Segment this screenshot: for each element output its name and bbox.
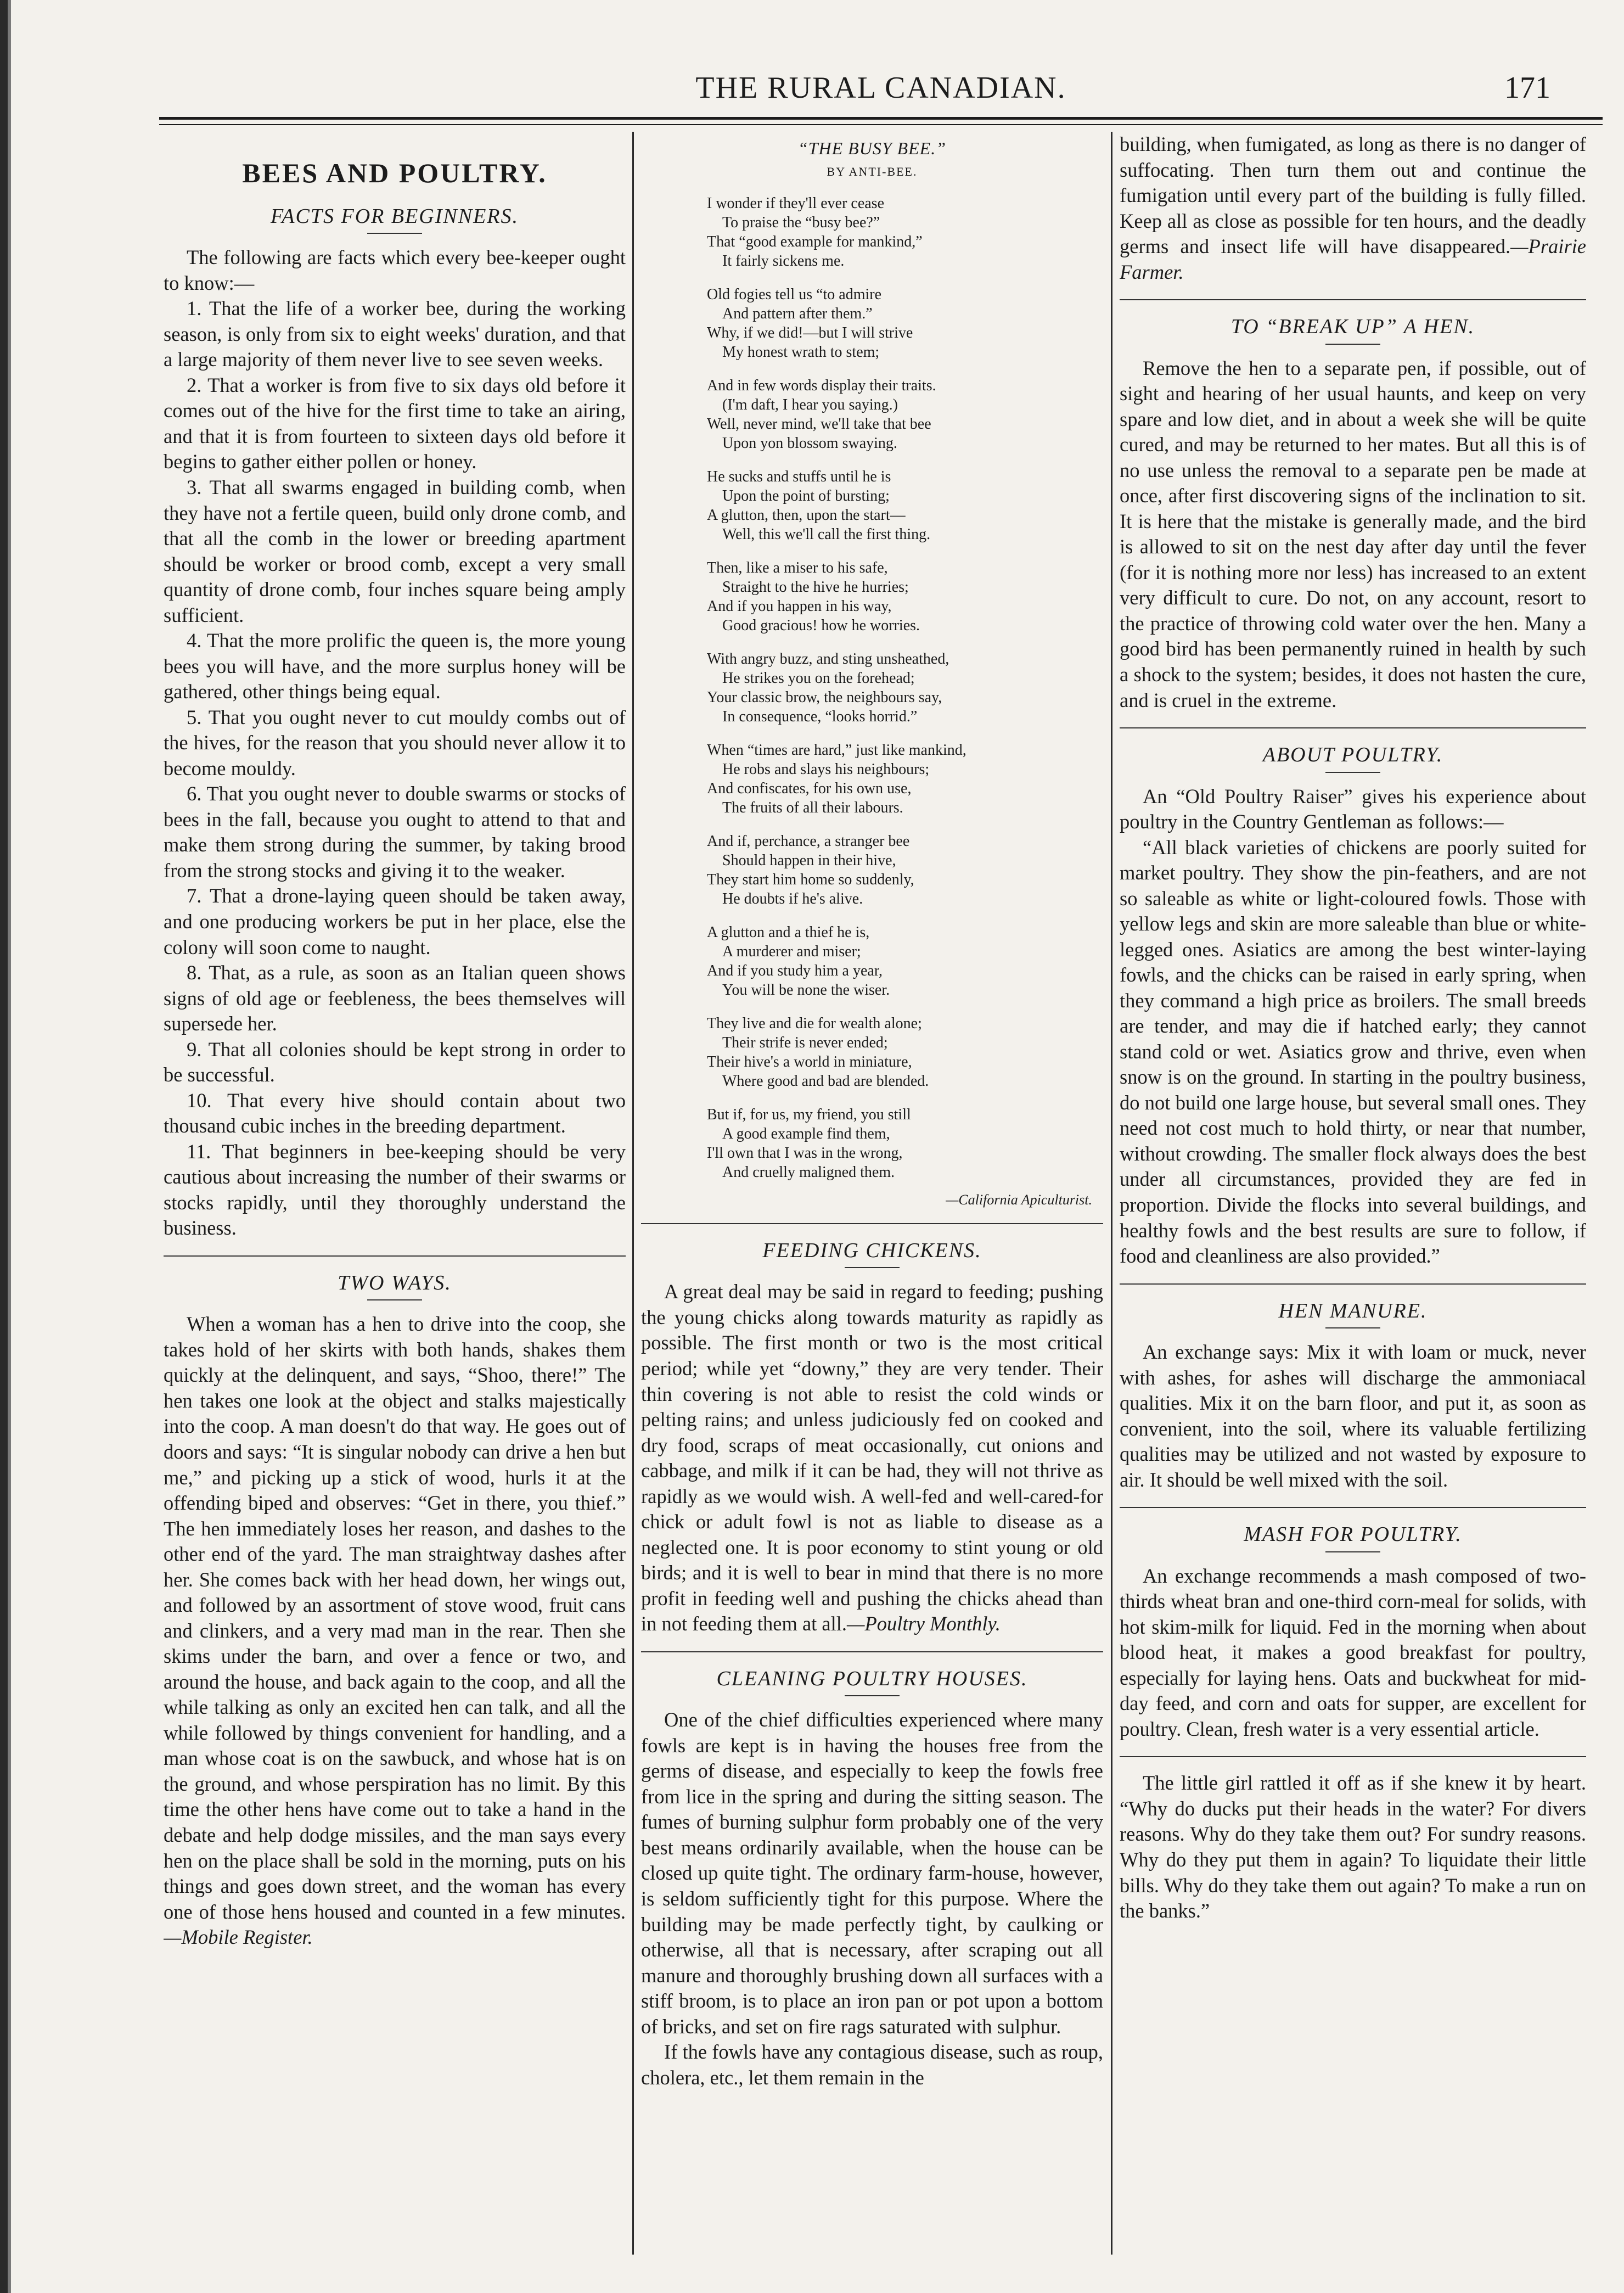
poem-line: I'll own that I was in the wrong, [707, 1144, 903, 1162]
poem-line: A glutton and a thief he is, [707, 923, 870, 941]
article-heading: TWO WAYS. [338, 1271, 452, 1294]
poem-line: He sucks and stuffs until he is [707, 468, 891, 485]
poem-line: And if you happen in his way, [707, 597, 892, 615]
poem-line: Upon the point of bursting; [722, 487, 890, 504]
poem-line: A glutton, then, upon the start— [707, 506, 906, 524]
poem-line: The fruits of all their labours. [722, 799, 903, 816]
masthead-title: THE RURAL CANADIAN. [695, 71, 1066, 105]
poem-stanza [707, 832, 1103, 909]
column-divider [1111, 132, 1112, 2255]
article-body: A great deal may be said in regard to feeding; pushing the young chicks along towards maturity as rapidly as possible. The first month or two is the most critical period; while yet “downy,” they are very tender. Their thin covering is not able to resist the cold winds or pelting rains; and unless judiciously fed on cooked and dry food, scraps of meat occasionally, cut onions and cabbage, and milk if it can be had, they will not thrive as rapidly as we would wish. A well-fed and well-cared-for chick or adult fowl is not as liable to disease as a neglected one. It is poor economy to stint young or old birds; and it is well to bear in mind that there is no more profit in feeding well and pushing the chicks ahead than in not feeding them at all.—Poultry Monthly. [641, 1280, 1103, 1635]
poem-line: To praise the “busy bee?” [722, 214, 880, 231]
poem-line: He robs and slays his neighbours; [722, 760, 930, 778]
article-heading: FACTS FOR BEGINNERS. [270, 204, 519, 228]
poem-line: When “times are hard,” just like mankind, [707, 741, 966, 759]
poem-line: And if you study him a year, [707, 962, 883, 979]
column-1 [164, 132, 626, 2260]
poem-line: And if, perchance, a stranger bee [707, 832, 910, 850]
divider [164, 1255, 626, 1257]
source-credit: —Mobile Register. [164, 1926, 313, 1949]
poem-line: Where good and bad are blended. [722, 1072, 929, 1090]
article-body: If the fowls have any contagious disease, such as roup, cholera, etc., let them remain in the [641, 2040, 1103, 2089]
divider [1325, 772, 1380, 773]
fact-item: 7. That a drone-laying queen should be taken away, and one producing workers be put in her place, else the colony will soon come to naught. [164, 884, 626, 958]
fact-item: 6. That you ought never to double swarms or stocks of bees in the fall, because you ought to attend to that and make them strong during the summer, by taking brood from the strong stocks and giving it to the weaker. [164, 782, 626, 882]
poem-line: Well, never mind, we'll take that bee [707, 415, 931, 433]
fact-item: 3. That all swarms engaged in building comb, when they have not a fertile queen, build only drone comb, and that all the comb in the lower or breeding apartment should be worker or brood comb, except a very small quantity of drone comb, four inches square being amply sufficient. [164, 475, 626, 626]
facts-list [164, 296, 626, 1241]
poem-line: Then, like a miser to his safe, [707, 559, 888, 576]
poem-stanza [707, 1014, 1103, 1091]
poem-line: Why, if we did!—but I will strive [707, 324, 913, 341]
divider [641, 1223, 1103, 1224]
source-credit: —Prairie Farmer. [1120, 235, 1586, 283]
poem-stanza [707, 194, 1103, 271]
article-quote: “All black varieties of chickens are poorly suited for market poultry. They show the pin-feathers, and are not so saleable as white or light-coloured fowls. Those with yellow legs and skin are more saleable than blue or white-legged ones. Asiatics are among the best winter-laying fowls, and the chicks can be raised in early spring, when they command a high price as broilers. The small breeds are tender, and may die if hatched early; they cannot stand cold or wet. Asiatics grow and thrive, even when snow is on the ground. In starting in the poultry business, do not build one large house, but several small ones. They need not cost much to hold thirty, or near that number, without crowding. The smaller flock always does the best under all circumstances, provided they are fed in proportion. Divide the flocks into several buildings, and healthy fowls and the best results are sure to follow, if food and cleanliness are also provided.” [1120, 836, 1586, 1268]
poem-line: Old fogies tell us “to admire [707, 285, 882, 303]
page-header [159, 70, 1603, 110]
article-body: An exchange says: Mix it with loam or muck, never with ashes, for ashes will discharge the ammoniacal qualities. Mix it on the barn floor, and put it, as soon as convenient, into the soil, where its valuable fertilizing qualities may be utilized and not wasted by exposure to air. It should be well mixed with the soil. [1120, 1341, 1586, 1491]
divider [1120, 727, 1586, 728]
poem-line: I wonder if they'll ever cease [707, 194, 884, 212]
poem-line: That “good example for mankind,” [707, 233, 923, 250]
article-body: The little girl rattled it off as if she knew it by heart. “Why do ducks put their heads in the water? For divers reasons. Why do they take them out? For sundry reasons. Why do they put them in again? To liquidate their little bills. Why do they take them out again? To make a run on the banks.” [1120, 1771, 1586, 1922]
column-3 [1120, 132, 1586, 2260]
poem-title: “THE BUSY BEE.” [797, 138, 947, 158]
article-heading: HEN MANURE. [1278, 1299, 1428, 1322]
poem-line: Your classic brow, the neighbours say, [707, 688, 942, 706]
article-body: One of the chief difficulties experienced where many fowls are kept is in having the houses free from the germs of disease, and especially to keep the fowls free from lice in the spring and during the sitting season. The fumes of burning sulphur form probably one of the very best means ordinarily available, when the house can be closed up quite tight. The ordinary farm-house, however, is seldom sufficiently tight for this purpose. Where the building may be made perfectly tight, by caulking or otherwise, all that is necessary, after scraping out all manure and thoroughly brushing down all surfaces with a stiff broom, is to place an iron pan or pot upon a bottom of bricks, and set on fire rags saturated with sulphur. [641, 1708, 1103, 2038]
poem-line: With angry buzz, and sting unsheathed, [707, 650, 949, 668]
article-body: An exchange recommends a mash composed of two-thirds wheat bran and one-third corn-meal for solids, with hot skim-milk for liquid. Fed in the morning when about blood heat, it makes a good breakfast for poultry, especially for laying hens. Oats and buckwheat for mid-day feed, and corn and oats for supper, are excellent for poultry. Clean, fresh water is a very essential article. [1120, 1564, 1586, 1740]
fact-item: 2. That a worker is from five to six days old before it comes out of the hive for the first time to take an airing, and that it is from fourteen to sixteen days old before it begins to gather either pollen or honey. [164, 373, 626, 473]
divider [1120, 1507, 1586, 1508]
poem-line: A murderer and miser; [722, 943, 861, 960]
source-credit: —California Apiculturist. [946, 1191, 1092, 1208]
section-heading: BEES AND POULTRY. [242, 158, 547, 188]
divider [845, 1267, 900, 1268]
article-heading: MASH FOR POULTRY. [1244, 1523, 1462, 1546]
poem-line: They start him home so suddenly, [707, 871, 914, 888]
article-body: When a woman has a hen to drive into the coop, she takes hold of her skirts with both hands, shakes them quickly at the delinquent, and says, “Shoo, there!” The hen takes one look at the object and stalks majestically into the coop. A man doesn't do that way. He goes out of doors and says: “It is singular nobody can drive a hen but me,” and picking up a stick of wood, hurls it at the offending biped and observes: “Get in there, you thief.” The hen immediately loses her reason, and dashes to the other end of the yard. The man straightway dashes after her. She comes back with her head down, her wings out, and followed by an assortment of stove wood, fruit cans and clinkers, and a very mad man in the rear. Then she skims under the barn, and over a fence or two, and around the house, and back again to the coop, and all the while talking as only an excited hen can talk, and all the while followed by things convenient for handling, and a man whose coat is on the sawbuck, and whose hat is on the ground, and whose perspiration has no limit. By this time the other hens have come out to take a hand in the debate and help dodge missiles, and the man says every hen on the place shall be sold in the morning, puts on his things and goes down street, and the woman has every one of those hens housed and counted in a few minutes.—Mobile Register. [164, 1313, 626, 1949]
divider [367, 1299, 422, 1300]
article-heading: CLEANING POULTRY HOUSES. [716, 1667, 1028, 1690]
poem-line: And in few words display their traits. [707, 377, 936, 394]
poem-line: Good gracious! how he worries. [722, 616, 920, 634]
poem-line: Their hive's a world in miniature, [707, 1053, 912, 1070]
divider [1325, 344, 1380, 345]
poem-stanza [707, 1105, 1103, 1182]
poem-line: A good example find them, [722, 1125, 890, 1142]
poem-author: BY ANTI-BEE. [827, 164, 918, 178]
binding-edge [0, 0, 18, 2293]
poem-line: (I'm daft, I hear you saying.) [722, 396, 898, 413]
article-body: Remove the hen to a separate pen, if possible, out of sight and hearing of her usual haunts, and keep on very spare and low diet, and in about a week she will be quite cured, and may be returned to her mates. But all this is of no use unless the removal to a separate pen be made at once, after first discovering signs of the inclination to sit. It is here that the mistake is generally made, and the bird is allowed to sit on the nest day after day until the fever (for it is nothing more nor less) has increased to an extent very difficult to cure. Do not, on any account, resort to the practice of throwing cold water over the hen. Many a good bird has been permanently ruined in health by such a shock to the system; besides, it does not hasten the cure, and is cruel in the extreme. [1120, 356, 1586, 711]
fact-item: 5. That you ought never to cut mouldy combs out of the hives, for the reason that you should never allow it to become mouldy. [164, 705, 626, 780]
poem-line: Well, this we'll call the first thing. [722, 525, 931, 543]
poem-line: Straight to the hive he hurries; [722, 578, 909, 596]
poem-stanza [707, 285, 1103, 362]
fact-item: 8. That, as a rule, as soon as an Italian queen shows signs of old age or feebleness, the bees themselves will supersede her. [164, 961, 626, 1035]
poem-line: Upon yon blossom swaying. [722, 434, 897, 452]
divider [1325, 1327, 1380, 1328]
poem-body [641, 194, 1103, 1182]
poem-line: Their strife is never ended; [722, 1034, 888, 1051]
divider [1120, 1283, 1586, 1285]
poem-stanza [707, 741, 1103, 817]
article-intro: An “Old Poultry Raiser” gives his experience about poultry in the Country Gentleman as follows:— [1120, 784, 1586, 833]
article-intro: The following are facts which every bee-keeper ought to know:— [164, 246, 626, 294]
poem-line: It fairly sickens me. [722, 252, 845, 270]
divider [367, 233, 422, 234]
poem-line: Should happen in their hive, [722, 851, 896, 869]
poem-line: And cruelly maligned them. [722, 1163, 895, 1181]
fact-item: 1. That the life of a worker bee, during the working season, is only from six to eight weeks' duration, and that a large majority of them never live to see seven weeks. [164, 297, 626, 371]
divider [1120, 1756, 1586, 1757]
fact-item: 9. That all colonies should be kept strong in order to be successful. [164, 1038, 626, 1086]
poem-stanza [707, 376, 1103, 453]
article-heading: TO “BREAK UP” A HEN. [1230, 315, 1475, 339]
divider [641, 1651, 1103, 1652]
poem-line: He doubts if he's alive. [722, 890, 863, 907]
poem-line: They live and die for wealth alone; [707, 1014, 922, 1032]
poem-stanza [707, 649, 1103, 726]
poem-line: In consequence, “looks horrid.” [722, 708, 918, 725]
poem-line: And confiscates, for his own use, [707, 780, 912, 797]
source-credit: —Poultry Monthly. [847, 1612, 1001, 1635]
column-divider [632, 132, 634, 2255]
poem-line: But if, for us, my friend, you still [707, 1106, 911, 1123]
article-continuation: building, when fumigated, as long as there is no danger of suffocating. Then turn them out and continue the fumigation until every part of the building is fully filled. Keep all as close as possible for ten hours, and the deadly germs and insect life will have disappeared.—Prairie Farmer. [1120, 133, 1586, 283]
poem-stanza [707, 923, 1103, 1000]
divider [845, 1695, 900, 1696]
poem-line: And pattern after them.” [722, 305, 873, 322]
fact-item: 11. That beginners in bee-keeping should be very cautious about increasing the number of their swarms or stocks rapidly, until they thoroughly understand the business. [164, 1140, 626, 1240]
poem-stanza [707, 467, 1103, 544]
divider [1120, 299, 1586, 300]
poem-line: My honest wrath to stem; [722, 343, 880, 361]
fact-item: 10. That every hive should contain about two thousand cubic inches in the breeding department. [164, 1089, 626, 1137]
header-rule [159, 117, 1603, 125]
poem-line: You will be none the wiser. [722, 981, 890, 999]
divider [1325, 1551, 1380, 1552]
poem-stanza [707, 558, 1103, 635]
page-number: 171 [1504, 71, 1550, 105]
article-heading: FEEDING CHICKENS. [762, 1238, 982, 1262]
column-2 [641, 132, 1103, 2260]
fact-item: 4. That the more prolific the queen is, the more young bees you will have, and the more surplus honey will be gathered, other things being equal. [164, 629, 626, 703]
article-heading: ABOUT POULTRY. [1262, 743, 1443, 767]
poem-line: He strikes you on the forehead; [722, 669, 915, 687]
